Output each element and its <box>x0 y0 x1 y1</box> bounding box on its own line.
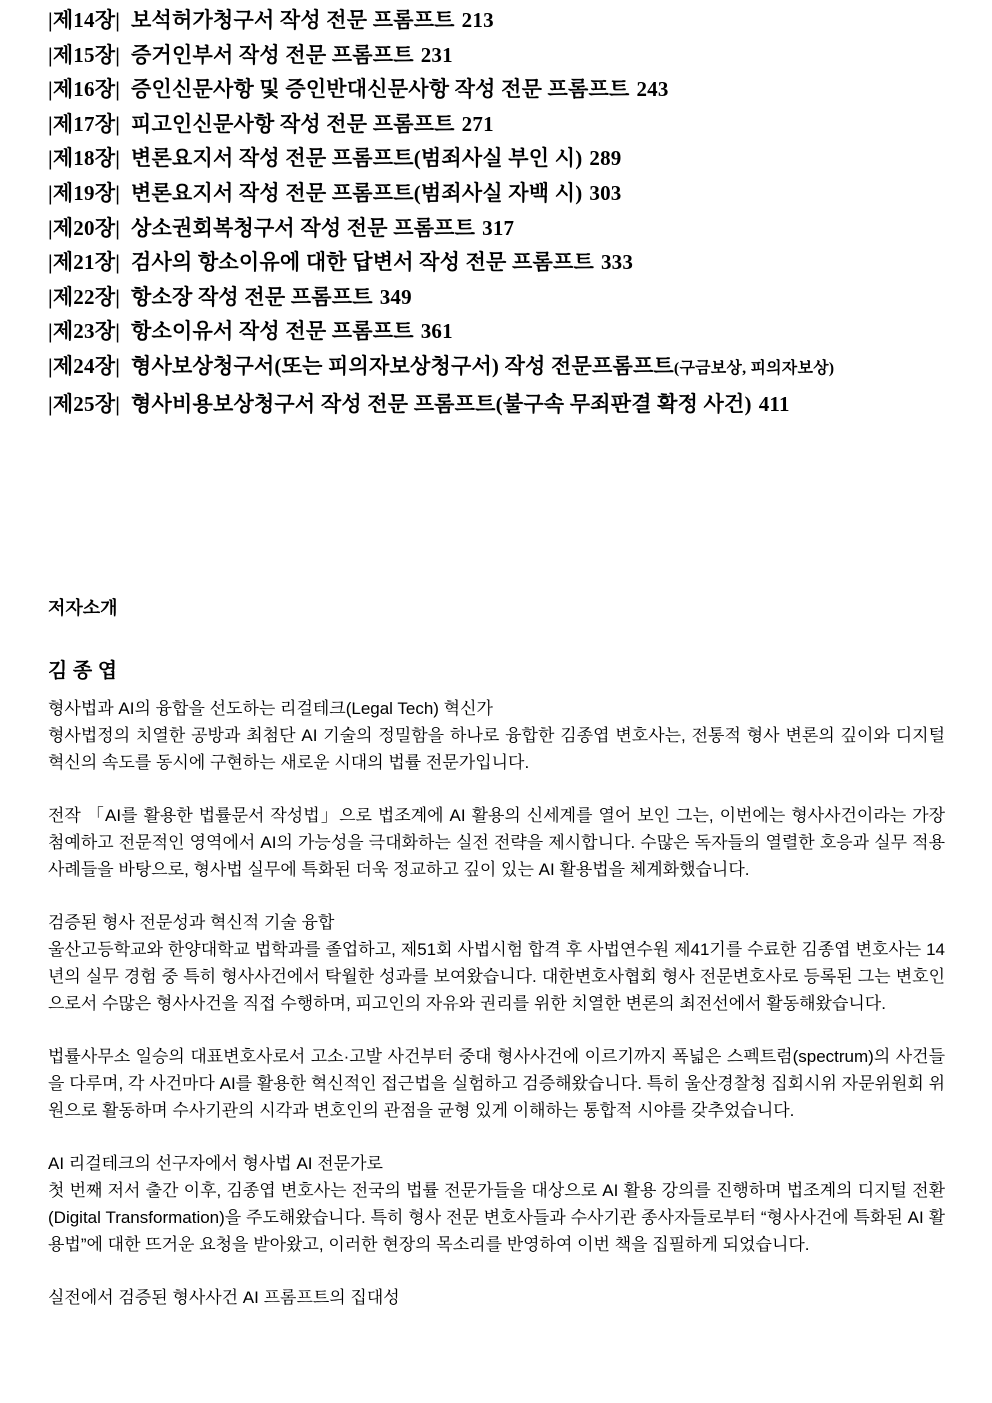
toc-chapter-label: |제21장| <box>48 250 121 275</box>
toc-chapter-title: 형사비용보상청구서 작성 전문 프롬프트(불구속 무죄판결 확정 사건) <box>131 391 752 416</box>
toc-chapter-label: |제23장| <box>48 319 121 344</box>
toc-chapter-title: 증인신문사항 및 증인반대신문사항 작성 전문 프롬프트 <box>131 77 630 102</box>
author-name: 김 종 엽 <box>48 660 118 683</box>
toc-entry <box>48 211 945 246</box>
toc-chapter-title: 피고인신문사항 작성 전문 프롬프트 <box>131 111 455 136</box>
toc-chapter-subtitle: (구금보상, 피의자보상) <box>673 359 835 377</box>
toc-page-number: 411 <box>758 391 790 416</box>
toc-entry <box>48 280 945 315</box>
toc-chapter-label: |제17장| <box>48 111 121 136</box>
toc-entry <box>48 3 945 38</box>
author-paragraph-closing-heading <box>48 1284 945 1311</box>
toc-entry <box>48 387 945 422</box>
toc-chapter-title: 변론요지서 작성 전문 프롬프트(범죄사실 부인 시) <box>131 146 583 171</box>
toc-page-number: 231 <box>420 42 453 67</box>
toc-page-number: 333 <box>600 250 634 275</box>
toc-chapter-label: |제18장| <box>48 146 121 171</box>
author-section <box>48 597 945 1311</box>
paragraph-body: 울산고등학교와 한양대학교 법학과를 졸업하고, 제51회 사법시험 합격 후 사법연수원 제41기를 수료한 김종엽 변호사는 14년의 실무 경험 중 특히 형사사건에서 탁월한 성과를 보여왔습니다. 대한변호사협회 형사 전문변호사로 등록된 그는 변호인으로서 수많은 형사사건을 직접 수행하며, 피고인의 자유와 권리를 위한 치열한 변론의 최전선에서 활동해왔습니다. <box>48 940 945 1014</box>
paragraph-body: 전작 「AI를 활용한 법률문서 작성법」으로 법조계에 AI 활용의 신세계를 열어 보인 그는, 이번에는 형사사건이라는 가장 첨예하고 전문적인 영역에서 AI의 가능성을 극대화하는 실전 전략을 제시합니다. 수많은 독자들의 열렬한 호응과 실무 적용 사례들을 바탕으로, 형사법 실무에 특화된 더욱 정교하고 깊이 있는 AI 활용법을 체계화했습니다. <box>48 806 945 880</box>
toc-entry <box>48 141 945 176</box>
toc-page-number: 349 <box>379 284 412 309</box>
toc-chapter-title: 항소이유서 작성 전문 프롬프트 <box>131 319 414 344</box>
toc-entry <box>48 245 945 280</box>
toc-page-number: 303 <box>589 180 622 205</box>
toc-entry <box>48 72 945 107</box>
toc-chapter-label: |제19장| <box>48 180 121 205</box>
toc-chapter-label: |제16장| <box>48 77 121 102</box>
toc-page-number: 271 <box>461 111 494 136</box>
paragraph-heading: 실전에서 검증된 형사사건 AI 프롬프트의 집대성 <box>48 1288 400 1308</box>
toc-entry <box>48 314 945 349</box>
toc-entry <box>48 107 945 142</box>
author-paragraph-practice <box>48 1043 945 1124</box>
toc-chapter-title: 보석허가청구서 작성 전문 프롬프트 <box>131 8 455 32</box>
paragraph-heading: 검증된 형사 전문성과 혁신적 기술 융합 <box>48 913 335 933</box>
toc-chapter-title: 증거인부서 작성 전문 프롬프트 <box>131 42 414 67</box>
toc-page-number: 289 <box>589 146 622 171</box>
toc-entry <box>48 38 945 73</box>
paragraph-heading: 형사법과 AI의 융합을 선도하는 리걸테크(Legal Tech) 혁신가 <box>48 699 493 719</box>
paragraph-body: 법률사무소 일승의 대표변호사로서 고소·고발 사건부터 중대 형사사건에 이르기까지 폭넓은 스펙트럼(spectrum)의 사건들을 다루며, 각 사건마다 AI를 활용한 혁신적인 접근법을 실험하고 검증해왔습니다. 특히 울산경찰청 집회시위 자문위원회 위원으로 활동하며 수사기관의 시각과 변호인의 관점을 균형 있게 이해하는 통합적 시야를 갖추었습니다. <box>48 1047 945 1121</box>
paragraph-body: 첫 번째 저서 출간 이후, 김종엽 변호사는 전국의 법률 전문가들을 대상으로 AI 활용 강의를 진행하며 법조계의 디지털 전환(Digital Transformation)을 주도해왔습니다. 특히 형사 전문 변호사들과 수사기관 종사자들로부터 “형사사건에 특화된 AI 활용법”에 대한 뜨거운 요청을 받아왔고, 이러한 현장의 목소리를 반영하여 이번 책을 집필하게 되었습니다. <box>48 1181 945 1255</box>
author-section-title: 저자소개 <box>48 598 118 619</box>
toc-chapter-label: |제24장| <box>48 353 121 378</box>
author-paragraph-intro <box>48 695 945 776</box>
toc-page-number: 361 <box>420 319 453 344</box>
author-paragraph-previous-book <box>48 802 945 883</box>
toc-entry <box>48 176 945 211</box>
toc-chapter-title: 변론요지서 작성 전문 프롬프트(범죄사실 자백 시) <box>131 180 583 205</box>
toc-chapter-label: |제14장| <box>48 8 121 32</box>
toc-page-number: 213 <box>461 8 494 32</box>
toc-chapter-label: |제20장| <box>48 215 121 240</box>
toc-chapter-title: 형사보상청구서(또는 피의자보상청구서) 작성 전문프롬프트 <box>131 353 674 378</box>
toc-page-number: 243 <box>636 77 669 102</box>
author-paragraph-legaltech <box>48 1150 945 1258</box>
toc-chapter-title: 검사의 항소이유에 대한 답변서 작성 전문 프롬프트 <box>131 250 594 275</box>
toc-chapter-title: 항소장 작성 전문 프롬프트 <box>131 284 373 309</box>
toc-page-number: 317 <box>482 215 515 240</box>
author-paragraph-expertise <box>48 909 945 1017</box>
paragraph-body: 형사법정의 치열한 공방과 최첨단 AI 기술의 정밀함을 하나로 융합한 김종엽 변호사는, 전통적 형사 변론의 깊이와 디지털 혁신의 속도를 동시에 구현하는 새로운 시대의 법률 전문가입니다. <box>48 726 945 773</box>
toc-chapter-label: |제15장| <box>48 42 121 67</box>
toc-chapter-title: 상소권회복청구서 작성 전문 프롬프트 <box>131 215 476 240</box>
table-of-contents <box>48 3 945 421</box>
paragraph-heading: AI 리걸테크의 선구자에서 형사법 AI 전문가로 <box>48 1154 383 1174</box>
toc-chapter-label: |제22장| <box>48 284 121 309</box>
toc-entry <box>48 349 945 387</box>
toc-chapter-label: |제25장| <box>48 391 121 416</box>
